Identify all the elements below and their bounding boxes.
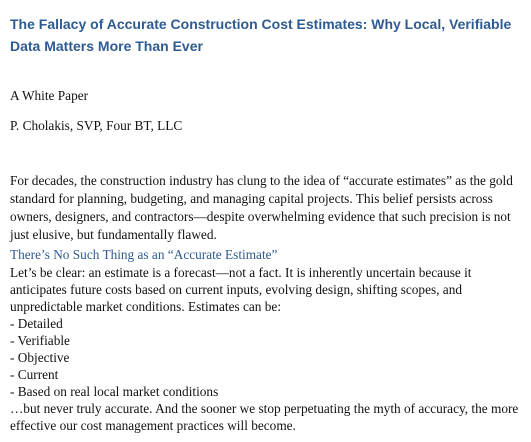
document-author: P. Cholakis, SVP, Four BT, LLC (10, 118, 183, 133)
section-paragraph: Let’s be clear: an estimate is a forecast—not a fact. It is inherently uncertain because it anticipates future costs based on current inputs, evolving design, shifting scopes, and unpredictable market conditions. Estimates can be: (10, 265, 472, 314)
list-item: - Detailed (10, 316, 63, 331)
list-item: - Current (10, 367, 59, 382)
document-subtitle: A White Paper (10, 88, 89, 103)
intro-paragraph: For decades, the construction industry has clung to the idea of “accurate estimates” as the gold standard for planning, budgeting, and managing capital projects. This belief persists across owners, designers, and contractors—despite overwhelming evidence that such precision is not just elusive, but fundamentally flawed. (10, 173, 513, 242)
list-item: - Objective (10, 350, 70, 365)
section-body (10, 264, 525, 434)
list-item: - Verifiable (10, 333, 70, 348)
estimate-qualities-list (10, 315, 525, 400)
list-item: - Based on real local market conditions (10, 384, 219, 399)
section-closing: …but never truly accurate. And the sooner we stop perpetuating the myth of accuracy, the more effective our cost management practices will become. (10, 401, 519, 433)
section-heading: There’s No Such Thing as an “Accurate Estimate” (10, 247, 278, 262)
document-title: The Fallacy of Accurate Construction Cost Estimates: Why Local, Verifiable Data Matters More Than Ever (10, 16, 512, 54)
